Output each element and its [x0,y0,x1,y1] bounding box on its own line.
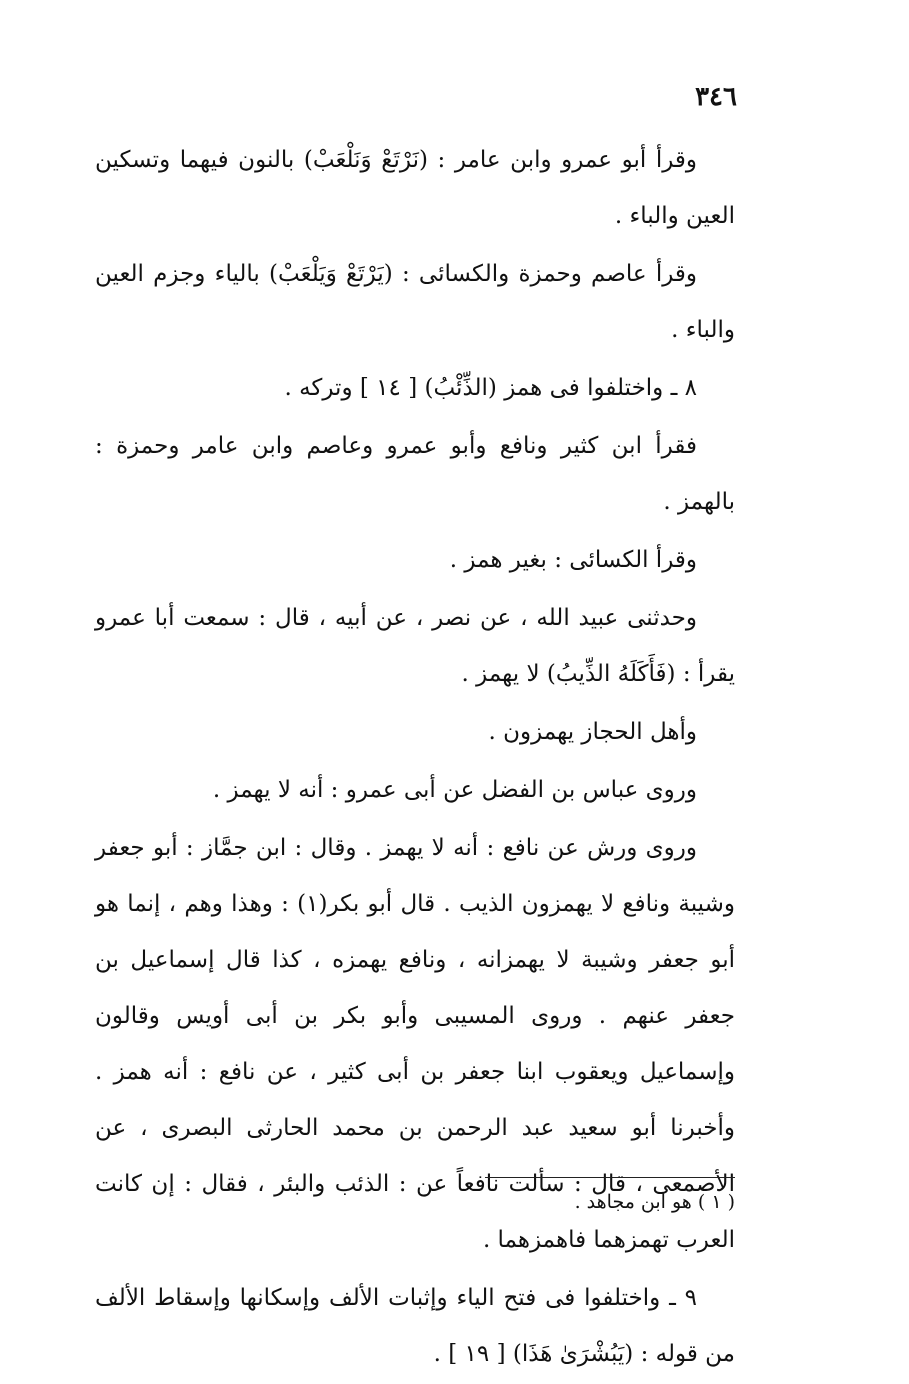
paragraph-10: ٩ ـ واختلفوا فى فتح الياء وإثبات الألف وإسكانها وإسقاط الألف من قوله : (يَبُشْرَىٰ هَذَا) [ ١٩ ] . [95,1285,735,1367]
footnote-divider [485,1177,735,1178]
paragraph-1: وقرأ أبو عمرو وابن عامر : (نَرْتَعْ وَنَلْعَبْ) بالنون فيهما وتسكين العين والباء . [95,147,735,229]
paragraph-7: وأهل الحجاز يهمزون . [488,719,697,745]
paragraph-2: وقرأ عاصم وحمزة والكسائى : (يَرْتَعْ وَيَلْعَبْ) بالياء وجزم العين والباء . [95,261,735,343]
paragraph-5: وقرأ الكسائى : بغير همز . [449,547,697,573]
paragraph-9: وروى ورش عن نافع : أنه لا يهمز . وقال : ابن جمَّاز : أبو جعفر وشيبة ونافع لا يهمزون الذيب . قال أبو بكر(١) : وهذا وهم ، إنما هو أبو جعفر وشيبة لا يهمزانه ، ونافع يهمزه ، كذا قال إسماعيل بن جعفر عنهم . وروى المسيبى وأبو بكر بن أبى أويس وقالون وإسماعيل ويعقوب ابنا جعفر بن أبى كثير ، عن نافع : أنه همز . وأخبرنا أبو سعيد عبد الرحمن بن محمد الحارثى البصرى ، عن الأصمعى ، قال : سألت نافعاً عن : الذئب والبئر ، فقال : إن كانت العرب تهمزهما فاهمزهما . [95,835,735,1253]
paragraph-3: ٨ ـ واختلفوا فى همز (الذِّئْبُ) [ ١٤ ] وتركه . [284,375,697,401]
footnote: ( ١ ) هو ابن مجاهد . [574,1191,735,1213]
paragraph-4: فقرأ ابن كثير ونافع وأبو عمرو وعاصم وابن عامر وحمزة : بالهمز . [95,433,735,515]
paragraph-6: وحدثنى عبيد الله ، عن نصر ، عن أبيه ، قال : سمعت أبا عمرو يقرأ : (فَأَكَلَهُ الذِّيبُ) لا يهمز . [95,605,735,687]
paragraph-8: وروى عباس بن الفضل عن أبى عمرو : أنه لا يهمز . [212,777,697,803]
page-number: ٣٤٦ [695,82,737,112]
